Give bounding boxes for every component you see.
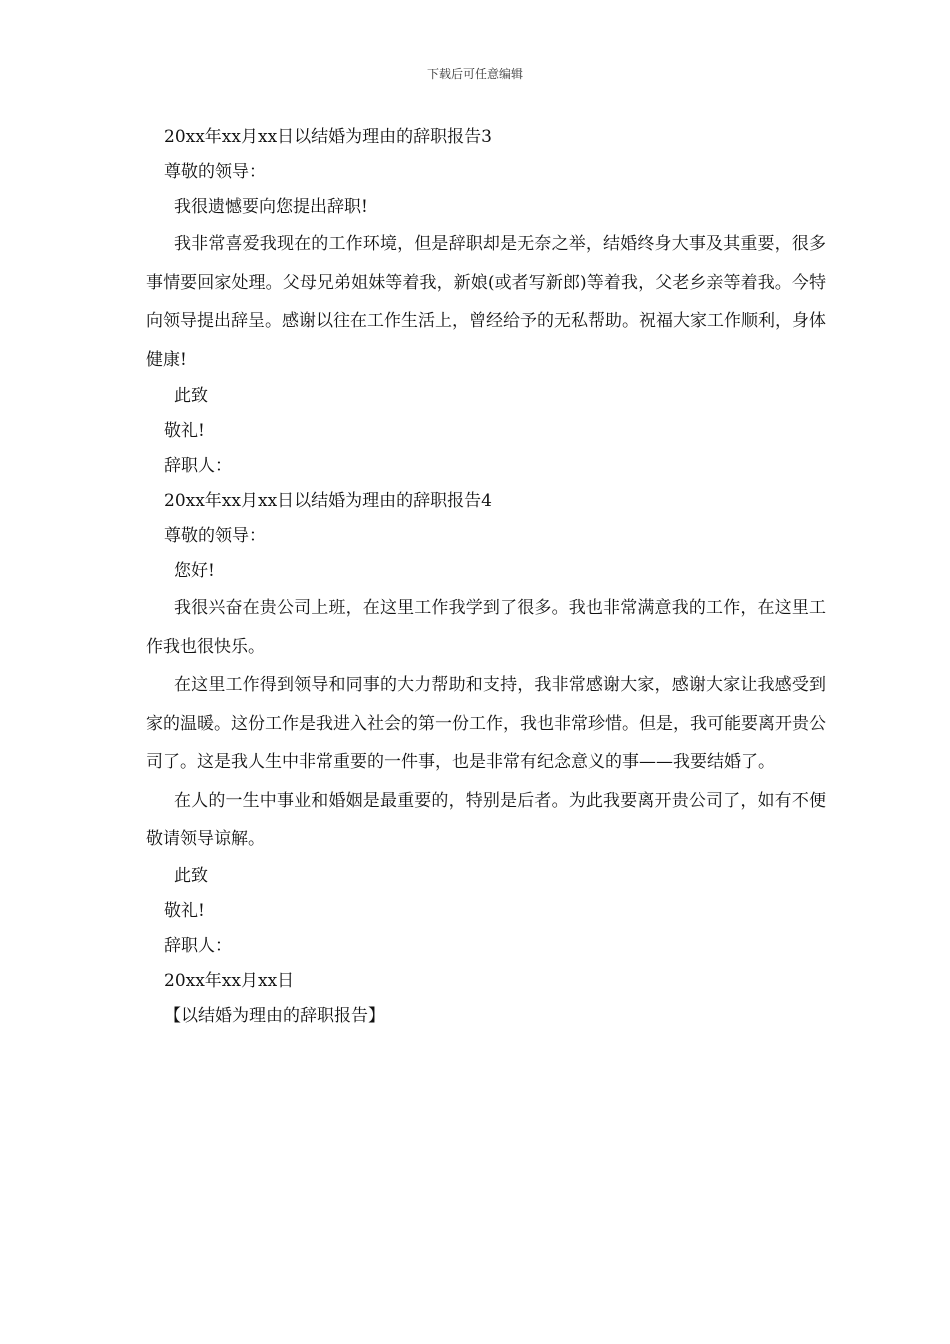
letter4-title: 20xx年xx月xx日以结婚为理由的辞职报告4 bbox=[164, 491, 492, 511]
letter4-paragraph-1: 我很兴奋在贵公司上班，在这里工作我学到了很多。我也非常满意我的工作，在这里工作我也很快乐。 bbox=[146, 598, 826, 657]
letter3-closing-jing-li: 敬礼! bbox=[164, 421, 205, 441]
letter4-closing-jing-li: 敬礼! bbox=[164, 900, 205, 921]
page-header-note: 下载后可任意编辑 bbox=[426, 67, 523, 81]
letter4-paragraph-3: 在人的一生中事业和婚姻是最重要的，特别是后者。为此我要离开贵公司了，如有不便敬请领导谅解。 bbox=[146, 790, 826, 849]
letter3-salutation: 尊敬的领导： bbox=[164, 162, 266, 182]
letter4-paragraph-2: 在这里工作得到领导和同事的大力帮助和支持，我非常感谢大家，感谢大家让我感受到家的温暖。这份工作是我进入社会的第一份工作，我也非常珍惜。但是，我可能要离开贵公司了。这是我人生中非常重要的一件事，也是非常有纪念意义的事——我要结婚了。 bbox=[146, 675, 826, 772]
letter3-closing-ci-zhi: 此致 bbox=[174, 386, 208, 406]
document-body bbox=[146, 120, 826, 1034]
letter4-closing-ci-zhi: 此致 bbox=[174, 865, 208, 886]
letter4-signer: 辞职人： bbox=[164, 935, 232, 956]
letter4-salutation: 尊敬的领导： bbox=[164, 526, 266, 546]
letter4-date: 20xx年xx月xx日 bbox=[164, 970, 295, 991]
letter3-signer: 辞职人： bbox=[164, 456, 232, 476]
letter4-greeting: 您好! bbox=[174, 561, 215, 581]
document-tag: 【以结婚为理由的辞职报告】 bbox=[164, 1005, 385, 1026]
letter3-opening: 我很遗憾要向您提出辞职! bbox=[174, 197, 368, 217]
letter3-title: 20xx年xx月xx日以结婚为理由的辞职报告3 bbox=[164, 127, 492, 147]
letter3-body: 我非常喜爱我现在的工作环境，但是辞职却是无奈之举，结婚终身大事及其重要，很多事情要回家处理。父母兄弟姐妹等着我，新娘(或者写新郎)等着我，父老乡亲等着我。今特向领导提出辞呈。感谢以往在工作生活上，曾经给予的无私帮助。祝福大家工作顺利，身体健康! bbox=[146, 234, 826, 370]
